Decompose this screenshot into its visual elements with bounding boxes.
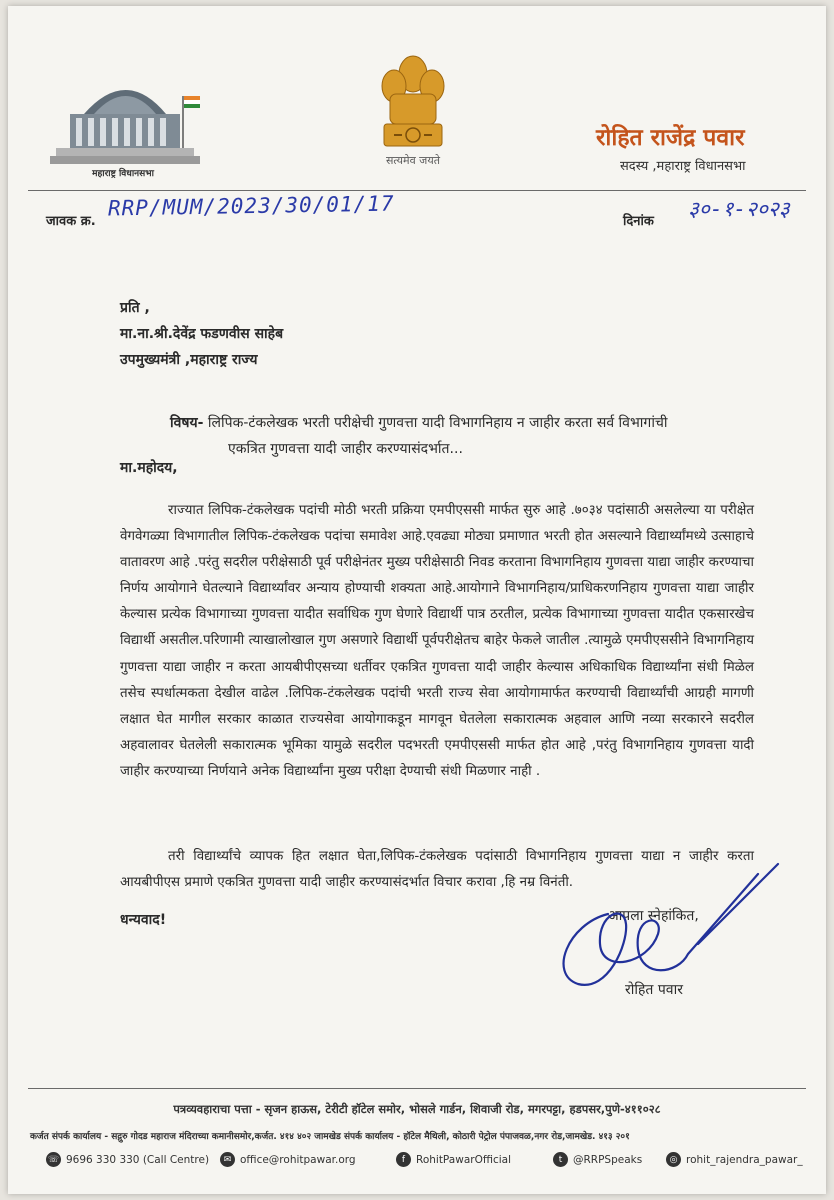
subject-line-2: एकत्रित गुणवत्ता यादी जाहीर करण्यासंदर्भात... [228,441,463,457]
contact-facebook-text: RohitPawarOfficial [416,1153,512,1166]
contact-twitter-text: @RRPSpeaks [573,1153,643,1166]
body-paragraph-2: तरी विद्यार्थ्यांचे व्यापक हित लक्षात घेता,लिपिक-टंकलेखक पदांसाठी विभागनिहाय गुणवत्ता याद्या न जाहीर करता आयबीपीएस प्रमाणे एकत्रित गुणवत्ता यादी जाहीर करण्यासंदर्भात विचार करावा ,हि नम्र विनंती. [120,849,754,891]
assembly-caption: महाराष्ट्र विधानसभा [92,169,154,179]
subject-line-1: लिपिक-टंकलेखक भरती परीक्षेची गुणवत्ता यादी विभागनिहाय न जाहीर करता सर्व विभागांची [207,415,668,431]
footer-offices: कर्जत संपर्क कार्यालय - सद्गुरु गोदड महाराज मंदिराच्या कमानीसमोर,कर्जत. ४१४ ४०२ जामखेड संपर्क कार्यालय - हॉटेल मैथिली, कोठारी पेट्रोल पंपाजवळ,नगर रोड,जामखेड. ४१३ २०१ [30,1132,630,1142]
contact-email-text: office@rohitpawar.org [240,1153,356,1166]
sender-designation: सदस्य ,महाराष्ट्र विधानसभा [620,159,746,174]
subject-label: विषय- [170,415,204,431]
salutation: मा.महोदय, [120,460,178,476]
contact-facebook [396,1152,511,1167]
contact-instagram-text: rohit_rajendra_pawar_ [686,1153,803,1166]
date-label: दिनांक [623,214,654,229]
signatory-name: रोहित पवार [625,982,683,998]
instagram-icon: ◎ [666,1152,681,1167]
emblem-caption: सत्यमेव जयते [385,154,440,167]
mail-icon: ✉ [220,1152,235,1167]
facebook-icon: f [396,1152,411,1167]
contact-email [220,1152,356,1167]
subject-block [170,410,770,462]
phone-icon: ☏ [46,1152,61,1167]
thanks: धन्यवाद! [120,912,167,928]
contact-phone-text: 9696 330 330 (Call Centre) [66,1153,210,1166]
body-paragraph-1: राज्यात लिपिक-टंकलेखक पदांची मोठी भरती प्रक्रिया एमपीएससी मार्फत सुरु आहे .७०३४ पदांसाठी असलेल्या या परीक्षेत वेगवेगळ्या विभागातील लिपिक-टंकलेखक पदांचा समावेश आहे.एवढ्या मोठ्या प्रमाणात भरती होत असल्याने विद्यार्थ्यांमध्ये उत्साहाचे वातावरण आहे .परंतु सदरील परीक्षेसाठी पूर्व परीक्षेनंतर मुख्य परीक्षेसाठी निवड करताना विभागनिहाय गुणवत्ता याद्या जाहीर करण्याचा निर्णय आयोगाने घेतल्याने विद्यार्थ्यांवर अन्याय होण्याची शक्यता आहे.आयोगाने विभागनिहाय/प्राधिकरणनिहाय गुणवत्ता याद्या जाहीर केल्यास प्रत्येक विभागाच्या गुणवत्ता यादीत सर्वाधिक गुण घेणारे विद्यार्थी पात्र ठरतील, प्रत्येक विभागाच्या गुणवत्ता यादीत एकसारखेच विद्यार्थी असतील.परिणामी त्याखालोखाल गुण असणारे विद्यार्थी पूर्वपरीक्षेतच बाहेर फेकले जातील .त्यामुळे एमपीएससीने विभागनिहाय गुणवत्ता याद्या जाहीर न करता आयबीपीएसच्या धर्तीवर एकत्रित गुणवत्ता यादी जाहीर केल्यास अधिकाधिक विद्यार्थ्यांना संधी मिळेल तसेच स्पर्धात्मकता देखील वाढेल .लिपिक-टंकलेखक पदांची भरती राज्य सेवा आयोगामार्फत करण्याची विद्यार्थ्यांची आग्रही मागणी लक्षात घेत मागील सरकार काळात राज्यसेवा आयोगाकडून मागवून घेतलेला सकारात्मक अहवाल आणि नव्या सरकारने सदरील अहवालावर घेतलेली सकारात्मक भूमिका यामुळे सदरील पदभरती एमपीएससी मार्फत होत आहे ,परंतु विभागनिहाय गुणवत्ता यादी जाहीर करण्याच्या निर्णयाने अनेक विद्यार्थ्यांना मुख्य परीक्षा देण्याची संधी मिळणार नाही . [120,503,754,779]
recipient-title: उपमुख्यमंत्री ,महाराष्ट्र राज्य [120,352,258,368]
date-value: ३०-१-२०२३ [688,197,790,221]
reference-label: जावक क्र. [46,214,96,229]
contact-phone [46,1152,209,1167]
letter-sheet [8,6,826,1194]
closing: आपला स्नेहांकित, [608,908,699,924]
twitter-icon: t [553,1152,568,1167]
reference-number: RRP/MUM/2023/30/01/17 [107,191,395,221]
header-divider [28,190,806,191]
footer-address: पत्रव्यवहाराचा पत्ता - सृजन हाऊस, टेरीटी हॉटेल समोर, भोसले गार्डन, शिवाजी रोड, मगरपट्टा, हडपसर,पुणे-४११०२८ [173,1102,661,1116]
sender-name: रोहित राजेंद्र पवार [596,125,745,151]
recipient-name: मा.ना.श्री.देवेंद्र फडणवीस साहेब [120,326,284,342]
contact-instagram [666,1152,803,1167]
recipient-prefix: प्रति , [120,300,150,316]
footer-divider [28,1088,806,1089]
contact-twitter [553,1152,642,1167]
